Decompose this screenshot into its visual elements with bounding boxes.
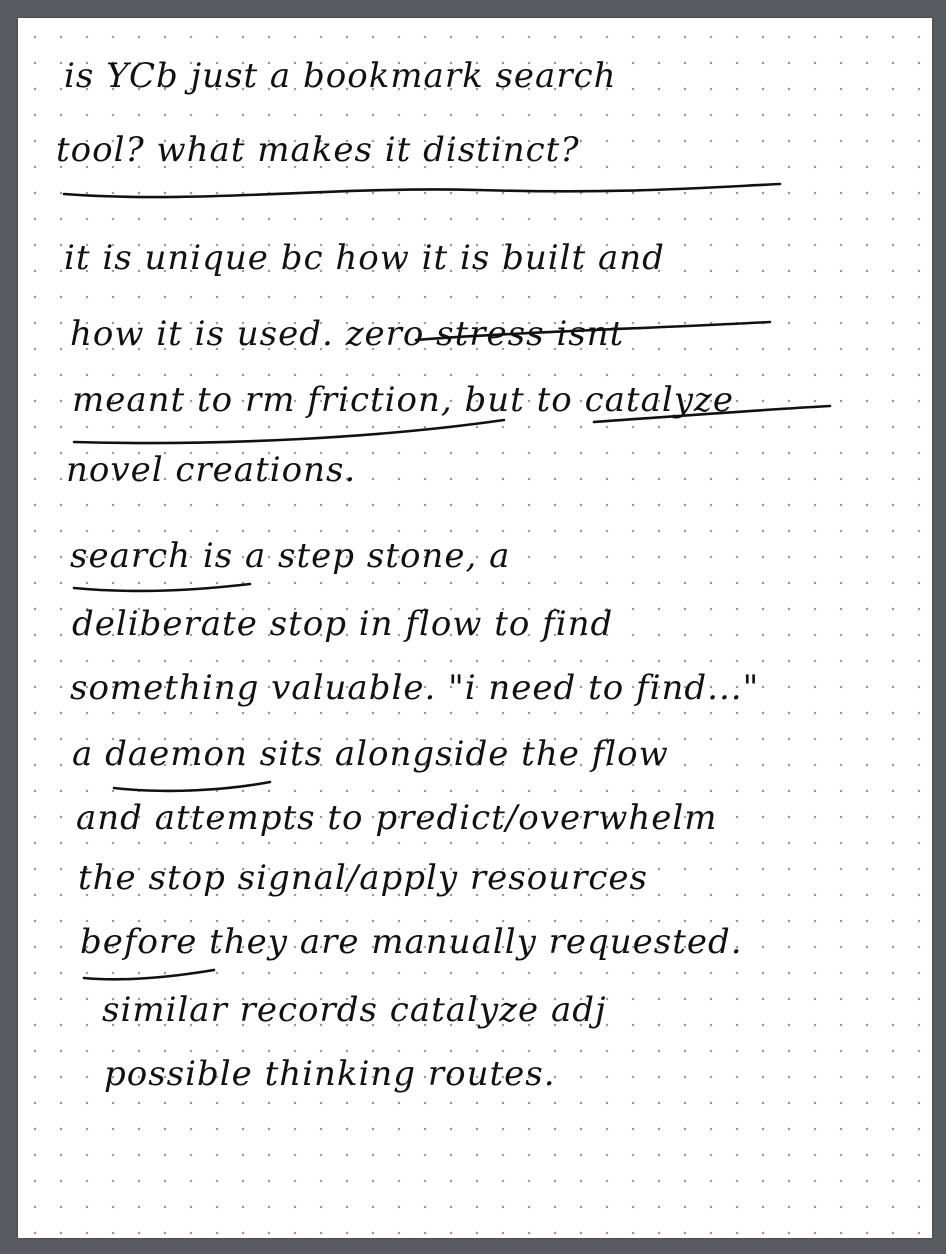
note-line-6: novel creations. <box>66 450 357 490</box>
note-line-14: similar records catalyze adj <box>102 990 607 1030</box>
note-line-4: how it is used. zero stress isnt <box>70 314 625 354</box>
note-line-7: search is a step stone, a <box>70 536 511 576</box>
note-line-13: before they are manually requested. <box>80 922 743 962</box>
note-line-8: deliberate stop in flow to find <box>72 604 614 644</box>
note-line-9: something valuable. "i need to find..." <box>70 668 760 708</box>
note-line-2: tool? what makes it distinct? <box>56 130 580 170</box>
search-underline <box>74 584 250 591</box>
note-line-11: and attempts to predict/overwhelm <box>76 798 718 838</box>
question-underline <box>64 184 780 197</box>
note-line-15: possible thinking routes. <box>104 1054 556 1094</box>
daemon-underline <box>114 782 270 791</box>
rm-friction-underline <box>74 420 504 443</box>
note-line-10: a daemon sits alongside the flow <box>72 734 669 774</box>
before-underline <box>84 970 214 979</box>
note-line-3: it is unique bc how it is built and <box>64 238 665 278</box>
note-line-12: the stop signal/apply resources <box>78 858 648 898</box>
note-line-1: is YCb just a bookmark search <box>64 56 617 96</box>
note-line-5: meant to rm friction, but to catalyze <box>72 380 734 420</box>
notebook-page <box>18 18 932 1238</box>
